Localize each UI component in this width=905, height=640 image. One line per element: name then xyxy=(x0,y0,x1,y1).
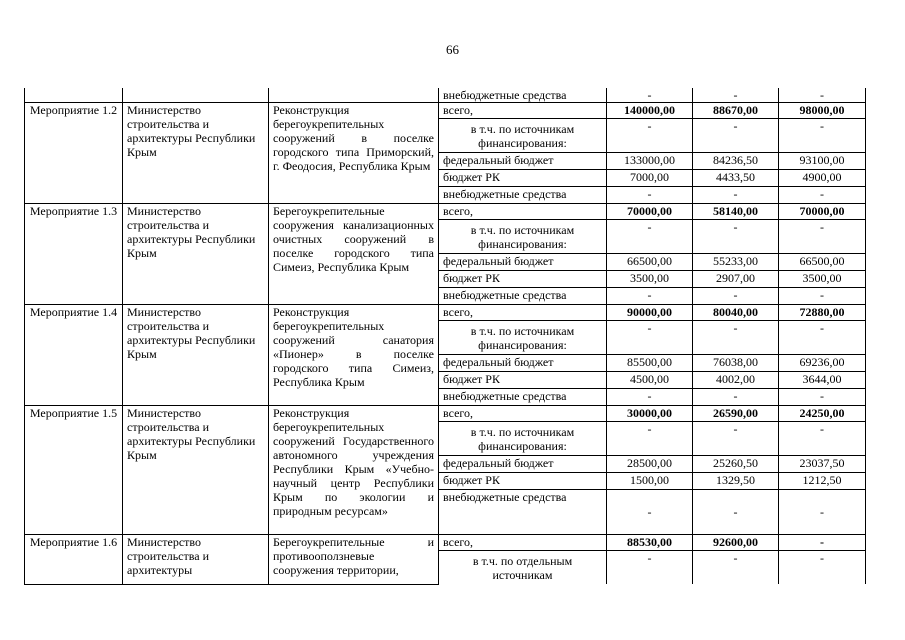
table-row xyxy=(25,406,866,422)
funding-source: бюджет РК xyxy=(439,372,607,389)
value-cell: - xyxy=(779,389,866,406)
value-cell: 4433,50 xyxy=(693,170,779,187)
value-cell: 69236,00 xyxy=(779,355,866,372)
value-cell: 55233,00 xyxy=(693,254,779,271)
value-cell: 70000,00 xyxy=(607,204,693,220)
value-cell: 72880,00 xyxy=(779,305,866,321)
value-cell: - xyxy=(693,490,779,535)
funding-source: всего, xyxy=(439,406,607,422)
project-description: Берегоукрепительные сооружения канализационных очистных сооружений в поселке городского типа Симеиз, Республика Крым xyxy=(269,204,439,305)
value-cell: 93100,00 xyxy=(779,153,866,170)
project-description: Берегоукрепительные и противооползневые сооружения территории, xyxy=(269,535,439,585)
value-cell: 80040,00 xyxy=(693,305,779,321)
funding-source: в т.ч. по источникам финансирования: xyxy=(439,220,607,254)
value-cell: 26590,00 xyxy=(693,406,779,422)
funding-source: всего, xyxy=(439,204,607,220)
responsible-ministry: Министерство строительства и архитектуры xyxy=(123,535,269,585)
value-cell: - xyxy=(607,187,693,204)
value-cell: - xyxy=(693,389,779,406)
value-cell: - xyxy=(607,389,693,406)
value-cell: 7000,00 xyxy=(607,170,693,187)
value-cell: - xyxy=(693,551,779,585)
responsible-ministry: Министерство строительства и архитектуры Республики Крым xyxy=(123,406,269,535)
responsible-ministry: Министерство строительства и архитектуры Республики Крым xyxy=(123,305,269,406)
measure-name: Мероприятие 1.2 xyxy=(25,103,123,204)
value-cell: - xyxy=(693,119,779,153)
value-cell: 70000,00 xyxy=(779,204,866,220)
funding-source: в т.ч. по отдельным источникам xyxy=(439,551,607,585)
value-cell: 88670,00 xyxy=(693,103,779,119)
project-description: Реконструкция берегоукрепительных сооружений Государственного автономного учреждения Республики Крым «Учебно-научный центр Республики Крым по экологии и природным ресурсам» xyxy=(269,406,439,535)
value-cell: 66500,00 xyxy=(779,254,866,271)
funding-source: внебюджетные средства xyxy=(439,389,607,406)
value-cell: 90000,00 xyxy=(607,305,693,321)
value-cell: - xyxy=(693,288,779,305)
value-cell: 133000,00 xyxy=(607,153,693,170)
responsible-ministry: Министерство строительства и архитектуры Республики Крым xyxy=(123,103,269,204)
value-cell: 28500,00 xyxy=(607,456,693,473)
table-row xyxy=(25,103,866,119)
value-cell: 3644,00 xyxy=(779,372,866,389)
value-cell: - xyxy=(779,321,866,355)
responsible-ministry: Министерство строительства и архитектуры Республики Крым xyxy=(123,204,269,305)
value-cell: 1500,00 xyxy=(607,473,693,490)
value-cell: - xyxy=(607,220,693,254)
value-cell: - xyxy=(607,490,693,535)
page-number: 66 xyxy=(446,42,459,57)
value-cell: - xyxy=(779,88,866,103)
value-cell: 25260,50 xyxy=(693,456,779,473)
value-cell: - xyxy=(779,220,866,254)
value-cell: - xyxy=(607,119,693,153)
value-cell: - xyxy=(693,187,779,204)
table-row xyxy=(25,88,866,103)
value-cell: 24250,00 xyxy=(779,406,866,422)
value-cell: - xyxy=(607,422,693,456)
value-cell: - xyxy=(693,220,779,254)
funding-source: федеральный бюджет xyxy=(439,456,607,473)
value-cell: - xyxy=(607,88,693,103)
value-cell: - xyxy=(779,187,866,204)
table-row xyxy=(25,305,866,321)
funding-source: всего, xyxy=(439,305,607,321)
value-cell: 1212,50 xyxy=(779,473,866,490)
value-cell: - xyxy=(779,288,866,305)
value-cell: 84236,50 xyxy=(693,153,779,170)
value-cell: 23037,50 xyxy=(779,456,866,473)
funding-source: федеральный бюджет xyxy=(439,153,607,170)
value-cell: - xyxy=(693,422,779,456)
funding-source: бюджет РК xyxy=(439,170,607,187)
funding-table xyxy=(24,88,866,585)
funding-source: всего, xyxy=(439,103,607,119)
value-cell: 66500,00 xyxy=(607,254,693,271)
measure-name: Мероприятие 1.5 xyxy=(25,406,123,535)
measure-name: Мероприятие 1.6 xyxy=(25,535,123,585)
funding-source: федеральный бюджет xyxy=(439,355,607,372)
value-cell: 4500,00 xyxy=(607,372,693,389)
value-cell: - xyxy=(779,422,866,456)
funding-source: бюджет РК xyxy=(439,473,607,490)
funding-source: внебюджетные средства xyxy=(439,288,607,305)
value-cell: 88530,00 xyxy=(607,535,693,551)
value-cell: - xyxy=(779,119,866,153)
value-cell: - xyxy=(693,88,779,103)
value-cell: 4002,00 xyxy=(693,372,779,389)
value-cell: 98000,00 xyxy=(779,103,866,119)
value-cell: 3500,00 xyxy=(607,271,693,288)
value-cell: - xyxy=(693,321,779,355)
value-cell: - xyxy=(779,490,866,535)
measure-name: Мероприятие 1.3 xyxy=(25,204,123,305)
value-cell: 58140,00 xyxy=(693,204,779,220)
funding-source: внебюджетные средства xyxy=(439,187,607,204)
value-cell: - xyxy=(779,551,866,585)
funding-table-body xyxy=(25,88,866,584)
funding-source: в т.ч. по источникам финансирования: xyxy=(439,321,607,355)
project-description: Реконструкция берегоукрепительных сооружений санатория «Пионер» в поселке городского типа Симеиз, Республика Крым xyxy=(269,305,439,406)
funding-source: в т.ч. по источникам финансирования: xyxy=(439,422,607,456)
value-cell: 140000,00 xyxy=(607,103,693,119)
value-cell: 2907,00 xyxy=(693,271,779,288)
value-cell: - xyxy=(607,321,693,355)
funding-source: всего, xyxy=(439,535,607,551)
value-cell: 92600,00 xyxy=(693,535,779,551)
value-cell: 4900,00 xyxy=(779,170,866,187)
table-row xyxy=(25,535,866,551)
value-cell: 85500,00 xyxy=(607,355,693,372)
value-cell: 1329,50 xyxy=(693,473,779,490)
measure-name: Мероприятие 1.4 xyxy=(25,305,123,406)
project-description: Реконструкция берегоукрепительных сооружений в поселке городского типа Приморский, г. Феодосия, Республика Крым xyxy=(269,103,439,204)
value-cell: - xyxy=(607,288,693,305)
value-cell: - xyxy=(607,551,693,585)
funding-source: внебюджетные средства xyxy=(439,490,607,535)
funding-source: внебюджетные средства xyxy=(439,88,607,103)
funding-source: в т.ч. по источникам финансирования: xyxy=(439,119,607,153)
funding-source: федеральный бюджет xyxy=(439,254,607,271)
value-cell: 3500,00 xyxy=(779,271,866,288)
value-cell: 76038,00 xyxy=(693,355,779,372)
table-row xyxy=(25,204,866,220)
value-cell: - xyxy=(779,535,866,551)
value-cell: 30000,00 xyxy=(607,406,693,422)
funding-source: бюджет РК xyxy=(439,271,607,288)
